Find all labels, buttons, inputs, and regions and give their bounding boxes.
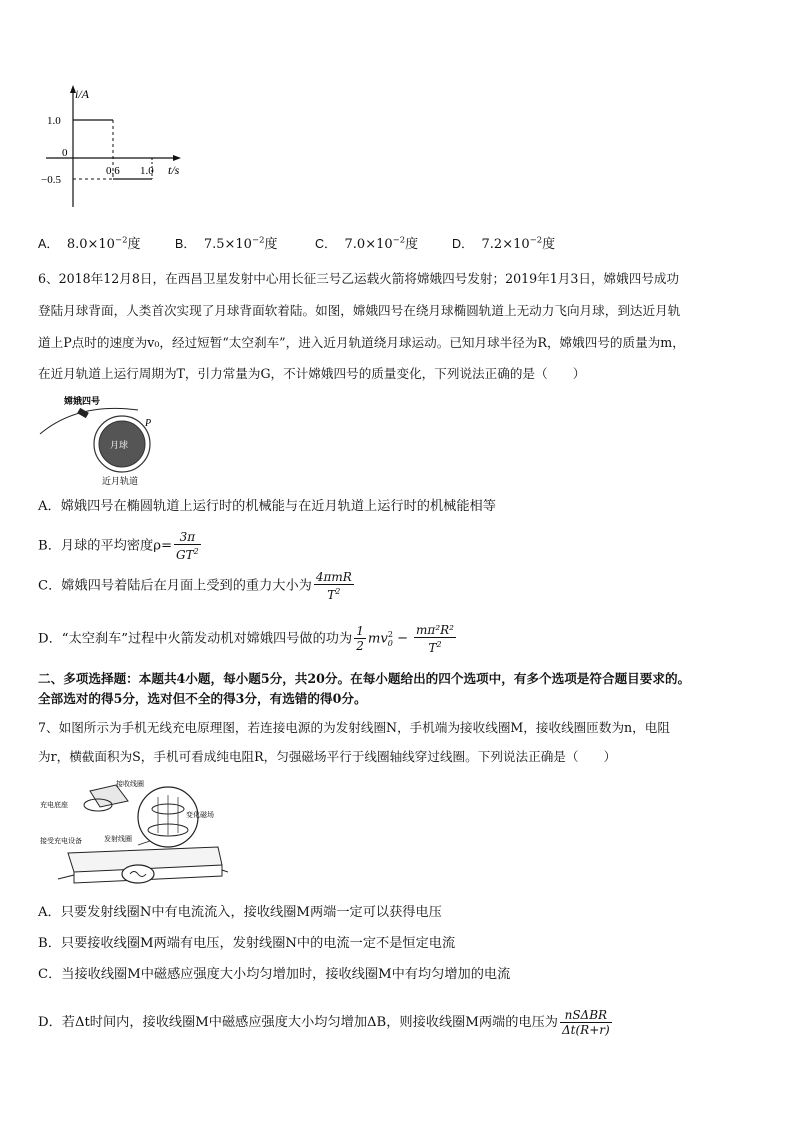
changing-field-label: 变化磁场	[186, 812, 214, 819]
q6-stem-line-4: 在近月轨道上运行周期为T，引力常量为G，不计嫦娥四号的质量变化，下列说法正确的是（ ）	[38, 366, 586, 381]
q6-option-a[interactable]: A．嫦娥四号在椭圆轨道上运行时的机械能与在近月轨道上运行时的机械能相等	[38, 499, 496, 514]
q6-stem-line-3: 道上P点时的速度为v₀，经过短暂“太空刹车”，进入近月轨道绕月球运动。已知月球半径为R，嫦娥四号的质量为m，	[38, 335, 685, 350]
q7-stem-line-1: 7、如图所示为手机无线充电原理图，若连接电源的为发射线圈N，手机端为接收线圈M，接收线圈匝数为n，电阻	[38, 720, 670, 735]
voltage-formula: $\frac{\text{nSΔBR}}{\Delta t(R+r)}$	[562, 1008, 610, 1037]
q6-option-d[interactable]: D．“太空刹车”过程中火箭发动机对嫦娥四号做的功为 $\frac{1}{2}$ $mv_0^2$ − $\frac{\text{mπ²R²}}{T^2}$	[38, 622, 454, 655]
receive-device-label: 接受充电设备	[40, 838, 82, 845]
spacecraft-icon	[77, 408, 89, 418]
work-formula: $\frac{\text{mπ²R²}}{T^2}$	[416, 622, 454, 655]
craft-label: 嫦娥四号	[64, 396, 101, 406]
orbit-label: 近月轨道	[102, 476, 139, 486]
q7-option-a[interactable]: A．只要发射线圈N中有电流流入，接收线圈M两端一定可以获得电压	[38, 905, 442, 920]
q6-stem-line-1: 6、2018年12月8日，在西昌卫星发射中心用长征三号乙运载火箭将嫦娥四号发射；2019年1月3日，嫦娥四号成功	[38, 271, 680, 286]
x-axis-label: t/s	[168, 163, 180, 177]
gravity-formula: $\frac{\text{4πmR}}{T^2}$	[315, 570, 352, 602]
current-time-graph	[38, 82, 198, 212]
q5-option-d[interactable]: D． $7.2\times 10^{-2}$度	[452, 235, 556, 252]
x-tick-06: 0.6	[106, 165, 120, 177]
y-axis-label: i/A	[75, 87, 89, 101]
moon-orbit-figure	[38, 392, 168, 490]
q7-option-b[interactable]: B．只要接收线圈M两端有电压，发射线圈N中的电流一定不是恒定电流	[38, 936, 456, 951]
q6-option-c[interactable]: C．嫦娥四号着陆后在月面上受到的重力大小为 $\frac{\text{4πmR}}{T^2}$	[38, 570, 352, 602]
q7-option-c[interactable]: C．当接收线圈M中磁感应强度大小均匀增加时，接收线圈M中有均匀增加的电流	[38, 967, 511, 982]
y-tick-1: 1.0	[47, 115, 61, 127]
q5-option-b[interactable]: B． $7.5\times 10^{-2}$度	[175, 235, 278, 252]
moon-label: 月球	[110, 440, 129, 450]
density-formula: $\frac{3\pi}{GT^2}$	[176, 530, 199, 562]
receive-coil-label: 接收线圈	[116, 781, 144, 788]
point-p-label: P	[145, 418, 152, 429]
q6-option-b[interactable]: B．月球的平均密度ρ= $\frac{3\pi}{GT^2}$	[38, 530, 199, 562]
transmit-coil-label: 发射线圈	[104, 836, 132, 843]
q5-option-a[interactable]: A． $8.0\times 10^{-2}$度	[38, 235, 141, 252]
q6-stem-line-2: 登陆月球背面，人类首次实现了月球背面软着陆。如图，嫦娥四号在绕月球椭圆轨道上无动力飞向月球，到达近月轨	[38, 303, 681, 318]
x-tick-10: 1.0	[140, 165, 154, 177]
wireless-charging-figure	[38, 775, 228, 893]
section-2-line-2: 全部选对的得5分，选对但不全的得3分，有选错的得0分。	[38, 691, 367, 706]
half-fraction: $\frac{1}{2}$	[356, 624, 364, 654]
q5-options	[38, 233, 598, 253]
charge-base-label: 充电底座	[40, 802, 68, 809]
q7-option-d[interactable]: D．若Δt时间内，接收线圈M中磁感应强度大小均匀增加ΔB，则接收线圈M两端的电压为 $\frac{\text{nSΔBR}}{\Delta t(R+r)}$	[38, 1008, 610, 1037]
y-tick-neg: −0.5	[41, 174, 61, 186]
q5-option-c[interactable]: C． $7.0\times 10^{-2}$度	[315, 235, 419, 252]
y-tick-0: 0	[62, 147, 68, 159]
q7-stem-line-2: 为r，横截面积为S，手机可看成纯电阻R，匀强磁场平行于线圈轴线穿过线圈。下列说法正确是（ ）	[38, 749, 617, 764]
section-2-line-1: 二、多项选择题：本题共4小题，每小题5分，共20分。在每小题给出的四个选项中，有多个选项是符合题目要求的。	[38, 671, 691, 686]
